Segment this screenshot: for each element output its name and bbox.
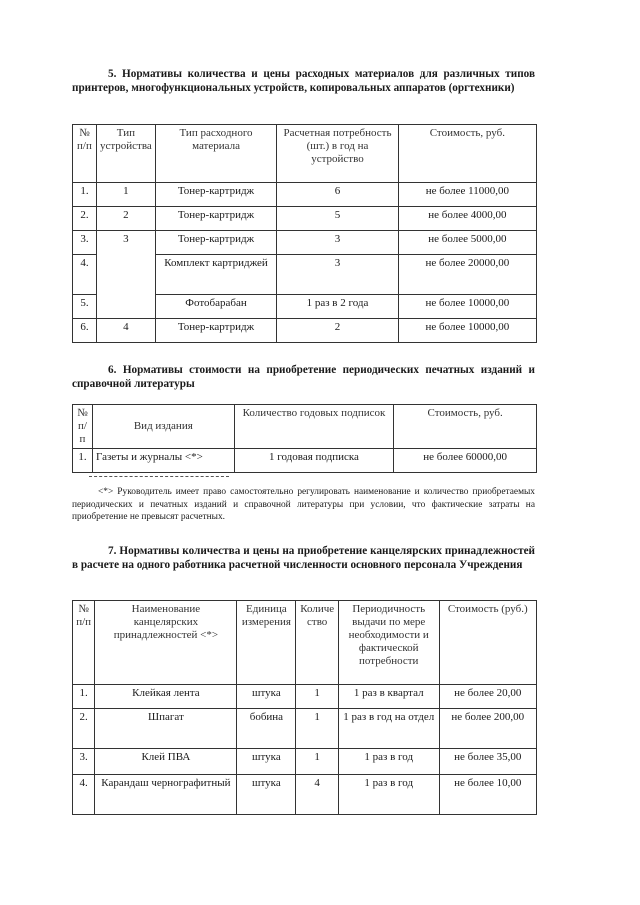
table-row: 6. 4 Тонер-картридж 2 не более 10000,00	[73, 319, 537, 343]
section5-heading: 5. Нормативы количества и цены расходных материалов для различных типов принтеров, многофункциональных устройств, копировальных аппаратов (оргтехники)	[72, 68, 535, 94]
header-num: № п/п	[73, 601, 95, 685]
header-material-type: Тип расходного материала	[155, 125, 276, 183]
footnote: <*> Руководитель имеет право самостоятельно регулировать наименование и количество приобретаемых периодических и печатных изданий и справочной литературы при условии, что фактические затраты на приобретение не превысят расчетных.	[72, 487, 535, 522]
footnote-divider	[89, 476, 229, 477]
table-row: 4. Комплект картриджей 3 не более 20000,00	[73, 255, 537, 295]
section5-table	[72, 124, 537, 343]
table-row: 3. 3 Тонер-картридж 3 не более 5000,00	[73, 231, 537, 255]
header-cost: Стоимость, руб.	[398, 125, 536, 183]
table-header-row	[73, 405, 537, 449]
table-row: 4. Карандаш чернографитный штука 4 1 раз в год не более 10,00	[73, 775, 537, 815]
table-row: 1. 1 Тонер-картридж 6 не более 11000,00	[73, 183, 537, 207]
header-unit: Единица измерения	[237, 601, 296, 685]
table-row: 2. 2 Тонер-картридж 5 не более 4000,00	[73, 207, 537, 231]
header-num: № п/п	[73, 405, 93, 449]
table-row: 5. Фотобарабан 1 раз в 2 года не более 10000,00	[73, 295, 537, 319]
header-num: № п/п	[73, 125, 97, 183]
section6-heading: 6. Нормативы стоимости на приобретение периодических печатных изданий и справочной литературы	[72, 364, 535, 390]
header-cost: Стоимость (руб.)	[439, 601, 537, 685]
section6-table	[72, 404, 537, 473]
section7-heading: 7. Нормативы количества и цены на приобретение канцелярских принадлежностей в расчете на одного работника расчетной численности основного персонала Учреждения	[72, 545, 535, 571]
table-header-row	[73, 125, 537, 183]
header-need: Расчетная потребность (шт.) в год на устройство	[277, 125, 398, 183]
table-header-row	[73, 601, 537, 685]
header-count: Количество годовых подписок	[234, 405, 394, 449]
header-kind: Вид издания	[92, 405, 234, 449]
header-cost: Стоимость, руб.	[394, 405, 537, 449]
section7-table	[72, 600, 537, 815]
header-qty: Количество	[296, 601, 339, 685]
table-row: 1. Клейкая лента штука 1 1 раз в квартал не более 20,00	[73, 685, 537, 709]
table-row: 1. Газеты и журналы <*> 1 годовая подписка не более 60000,00	[73, 449, 537, 473]
header-name: Наименование канцелярских принадлежностей <*>	[95, 601, 237, 685]
header-period: Периодичность выдачи по мере необходимости и фактической потребности	[338, 601, 439, 685]
header-device-type: Тип устройства	[96, 125, 155, 183]
table-row: 2. Шпагат бобина 1 1 раз в год на отдел не более 200,00	[73, 709, 537, 749]
table-row: 3. Клей ПВА штука 1 1 раз в год не более 35,00	[73, 749, 537, 775]
